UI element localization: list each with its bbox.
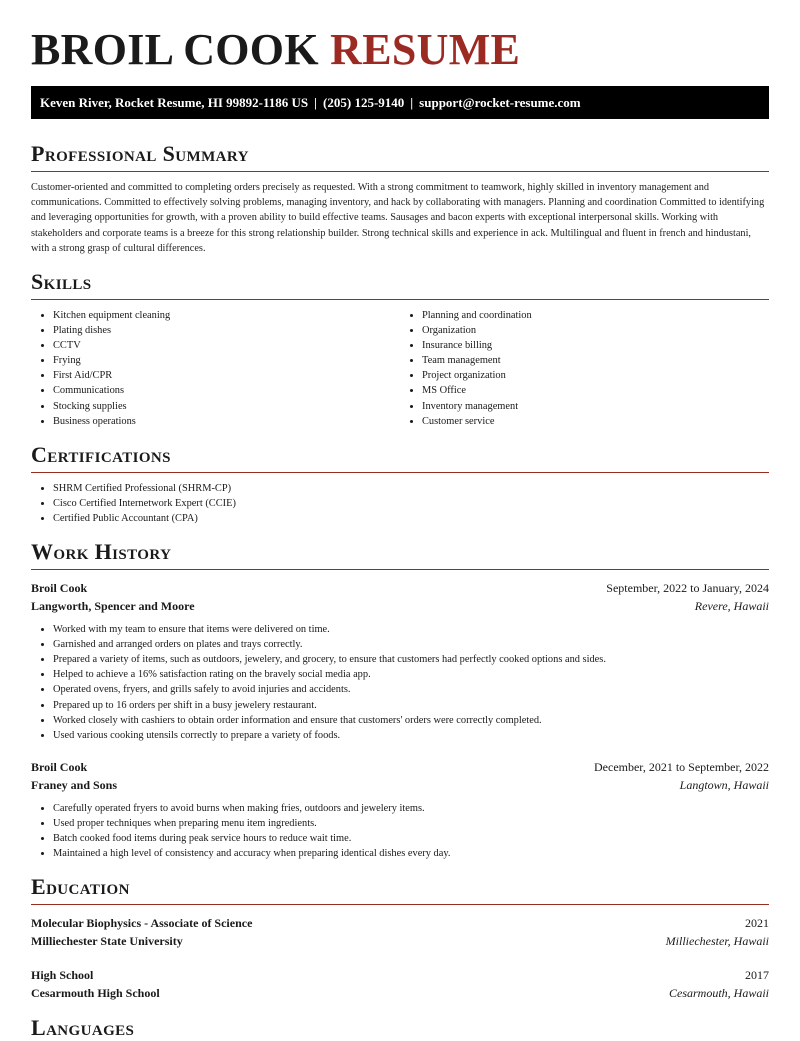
education-entry [31,914,769,950]
skill-item: • Kitchen equipment cleaning [53,308,400,323]
work-history-heading: Work History [31,539,172,565]
education-heading: Education [31,874,130,900]
job-company: Langworth, Spencer and Moore [31,599,195,614]
education-degree: Molecular Biophysics - Associate of Science [31,916,253,931]
skill-item: • Business operations [53,414,400,429]
job-bullet: • Batch cooked food items during peak service hours to reduce wait time. [53,831,769,846]
education-year: 2017 [745,968,769,983]
skills-list-right [400,308,769,429]
summary-text: Customer-oriented and committed to completing orders precisely as requested. With a strong commitment to teamwork, highly skilled in inventory management and communications. Committed to effectively solving problems, managing inventory, and hack by collaborating with managers. Planning and coordination Committed to identifying and leveraging opportunities for growth, with a proven ability to build effective teams. Sausages and bacon experts with exceptional interpersonal skills. Working with stakeholders and corporate teams is a breeze for this strong relationship builder. Strong technical skills and experience in ack. Multilingual and fluent in french and hindustani, with a strong grasp of cultural differences. [31,182,765,254]
title-accent: RESUME [330,25,521,74]
skills-list-left [31,308,400,429]
skill-item: • MS Office [422,383,769,398]
contact-bar [31,86,769,119]
education-school-row [31,984,769,1002]
education-school: Milliechester State University [31,934,183,949]
job-bullets [31,622,769,743]
job-header-row [31,758,769,776]
job-header-row [31,579,769,597]
job-company-row [31,597,769,615]
skill-item: • Plating dishes [53,323,400,338]
contact-email[interactable]: support@rocket-resume.com [419,95,581,110]
skill-item: • Insurance billing [422,338,769,353]
job-dates: September, 2022 to January, 2024 [606,581,769,596]
education-header-row [31,914,769,932]
job-bullet: • Worked closely with cashiers to obtain order information and ensure that customers' orders were correctly completed. [53,713,769,728]
job-dates: December, 2021 to September, 2022 [594,759,769,774]
contact-separator: | [314,95,318,110]
job-bullet: • Garnished and arranged orders on plates and trays correctly. [53,637,769,652]
job-title: Broil Cook [31,581,88,596]
job-bullet: • Worked with my team to ensure that items were delivered on time. [53,622,769,637]
job-entry [31,579,769,743]
job-company: Franey and Sons [31,777,118,792]
skill-item: • CCTV [53,338,400,353]
education-location: Cesarmouth, Hawaii [668,986,769,1001]
job-title: Broil Cook [31,759,88,774]
contact-phone: (205) 125-9140 [323,95,405,110]
skill-item: • Frying [53,353,400,368]
education-degree: High School [31,968,94,983]
job-bullet: • Maintained a high level of consistency and accuracy when preparing identical dishes every day. [53,846,769,861]
section-divider [31,904,769,905]
job-entry [31,758,769,861]
job-company-row [31,776,769,794]
certifications-list [31,481,769,526]
education-header-row [31,966,769,984]
education-entry [31,966,769,1002]
summary-heading: Professional Summary [31,141,249,166]
skill-item: • Communications [53,383,400,398]
resume-title [31,27,769,73]
contact-separator: | [410,95,414,110]
skill-item: • First Aid/CPR [53,368,400,383]
skill-item: • Team management [422,353,769,368]
job-bullet: • Operated ovens, fryers, and grills safely to avoid injuries and accidents. [53,682,769,697]
certification-item: • SHRM Certified Professional (SHRM-CP) [53,481,769,496]
skill-item: • Customer service [422,414,769,429]
skills-heading: Skills [31,269,92,295]
skill-item: • Project organization [422,368,769,383]
job-location: Revere, Hawaii [694,599,769,614]
skill-item: • Inventory management [422,399,769,414]
certifications-heading: Certifications [31,441,171,467]
job-bullets [31,801,769,861]
job-bullet: • Prepared up to 16 orders per shift in a busy jewelery restaurant. [53,698,769,713]
title-main: BROIL COOK [31,25,319,74]
skill-item: • Planning and coordination [422,308,769,323]
languages-heading: Languages [31,1015,135,1041]
skill-item: • Organization [422,323,769,338]
skill-item: • Stocking supplies [53,399,400,414]
education-location: Milliechester, Hawaii [665,934,769,949]
section-divider [31,472,769,473]
job-bullet: • Used proper techniques when preparing menu item ingredients. [53,816,769,831]
education-school: Cesarmouth High School [31,986,160,1001]
certification-item: • Certified Public Accountant (CPA) [53,511,769,526]
section-divider [31,569,769,570]
education-year: 2021 [745,916,769,931]
certification-item: • Cisco Certified Internetwork Expert (CCIE) [53,496,769,511]
job-location: Langtown, Hawaii [679,777,769,792]
skills-columns [31,300,769,429]
section-divider [31,171,769,172]
job-bullet: • Used various cooking utensils correctly to prepare a variety of foods. [53,728,769,743]
education-school-row [31,932,769,950]
contact-address: Keven River, Rocket Resume, HI 99892-1186 US [40,95,309,110]
job-bullet: • Prepared a variety of items, such as outdoors, jewelery, and grocery, to ensure that customers had perfectly cooked options and sides. [53,652,769,667]
job-bullet: • Carefully operated fryers to avoid burns when making fries, outdoors and jewelery items. [53,801,769,816]
job-bullet: • Helped to achieve a 16% satisfaction rating on the bravely social media app. [53,667,769,682]
